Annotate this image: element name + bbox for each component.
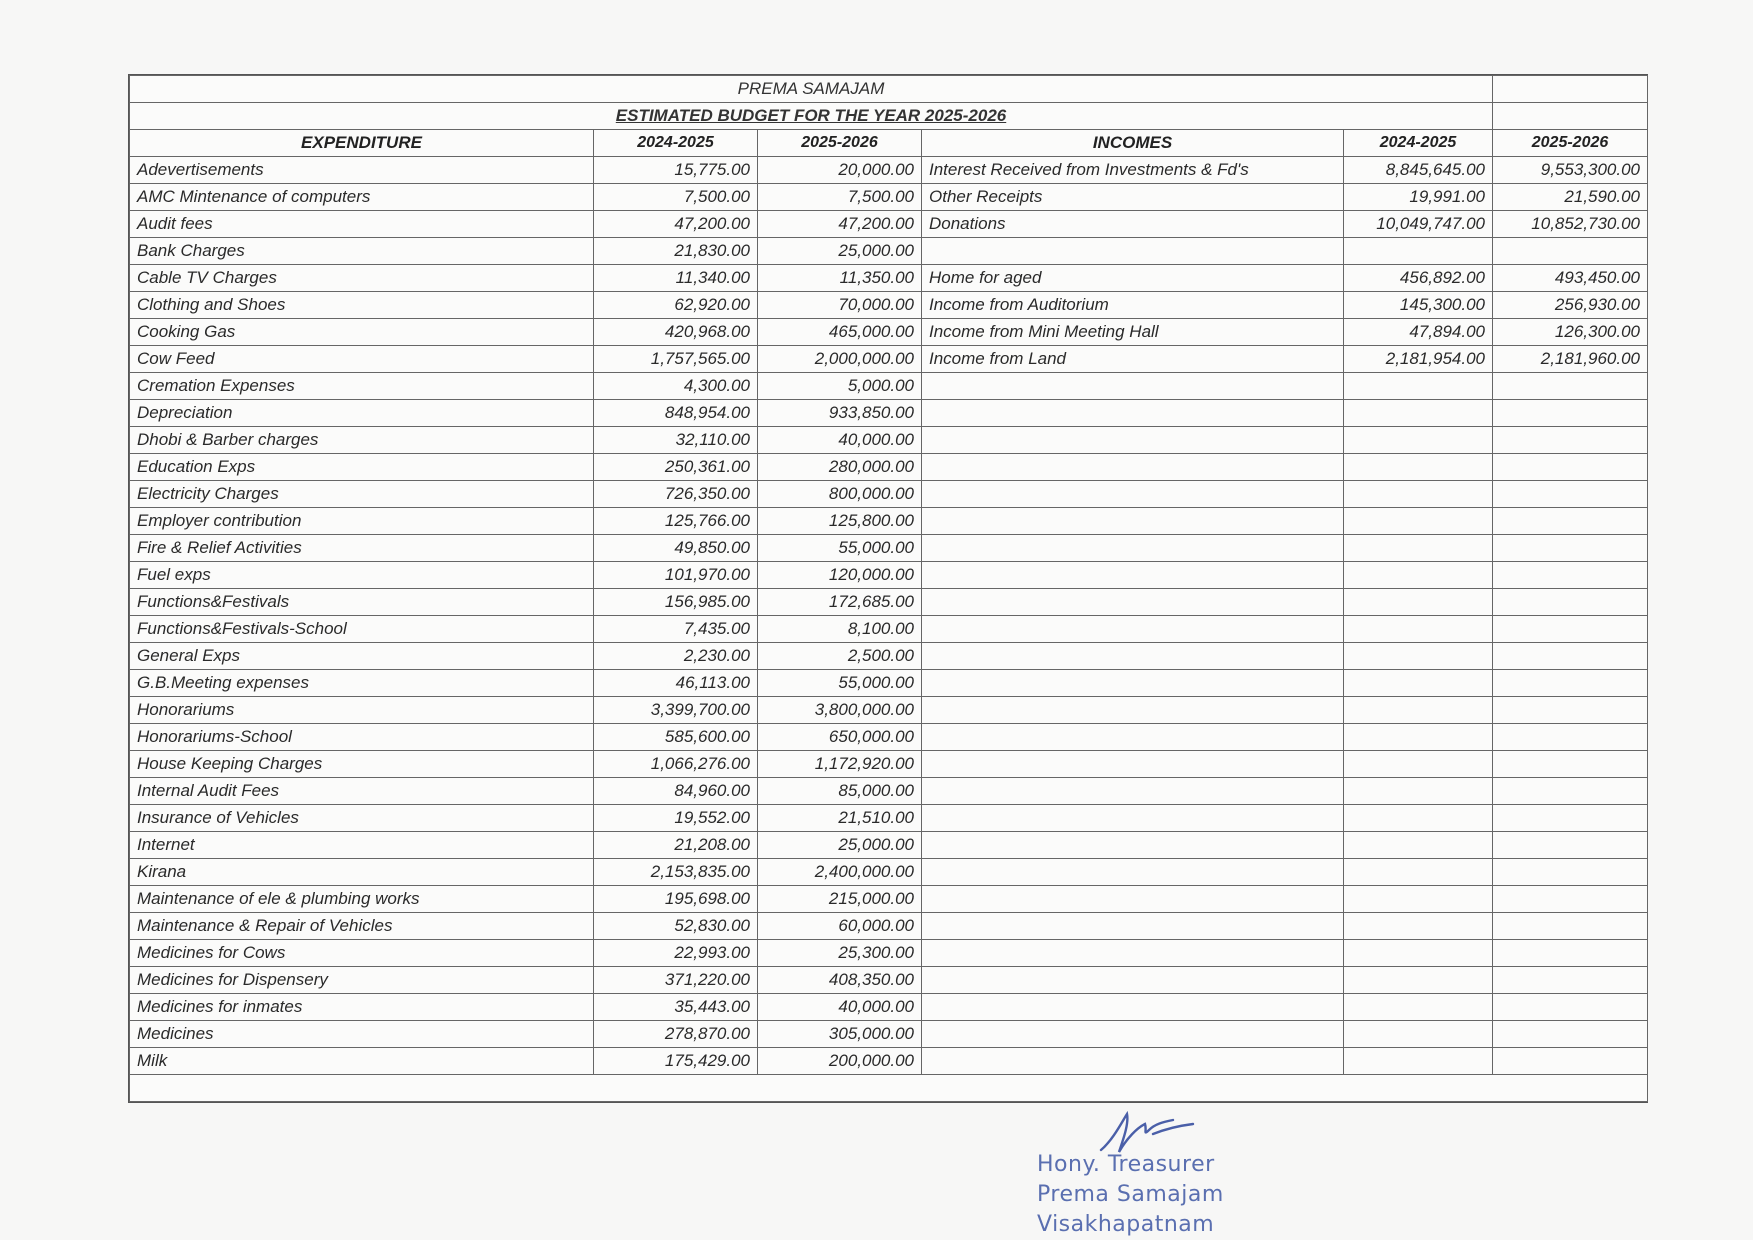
income-2024-2025-cell [1344,481,1493,508]
expenditure-2024-2025-cell: 278,870.00 [594,1021,758,1048]
table-empty-cell [130,1075,1648,1102]
expenditure-2024-2025-cell: 19,552.00 [594,805,758,832]
signature-line-city: Visakhapatnam [1037,1212,1215,1237]
header-expenditure: EXPENDITURE [130,130,594,157]
income-name-cell: Donations [922,211,1344,238]
table-row [130,670,1648,697]
income-2024-2025-cell [1344,751,1493,778]
income-2024-2025-cell [1344,589,1493,616]
expenditure-2025-2026-cell: 650,000.00 [758,724,922,751]
expenditure-2025-2026-cell: 40,000.00 [758,427,922,454]
expenditure-2024-2025-cell: 848,954.00 [594,400,758,427]
table-row [130,238,1648,265]
signature-text [1037,1150,1224,1240]
table-row [130,184,1648,211]
income-2024-2025-cell [1344,913,1493,940]
expenditure-name-cell: Employer contribution [130,508,594,535]
expenditure-name-cell: Milk [130,1048,594,1075]
expenditure-2024-2025-cell: 49,850.00 [594,535,758,562]
income-name-cell [922,913,1344,940]
income-name-cell [922,238,1344,265]
expenditure-name-cell: Maintenance of ele & plumbing works [130,886,594,913]
income-name-cell: Interest Received from Investments & Fd's [922,157,1344,184]
income-2025-2026-cell: 256,930.00 [1493,292,1648,319]
income-2024-2025-cell [1344,535,1493,562]
income-2025-2026-cell [1493,1021,1648,1048]
subtitle-row [130,103,1648,130]
expenditure-2024-2025-cell: 32,110.00 [594,427,758,454]
expenditure-name-cell: Honorariums-School [130,724,594,751]
table-row [130,1021,1648,1048]
table-row [130,967,1648,994]
expenditure-name-cell: Medicines [130,1021,594,1048]
expenditure-name-cell: Adevertisements [130,157,594,184]
income-2024-2025-cell [1344,724,1493,751]
expenditure-2024-2025-cell: 7,435.00 [594,616,758,643]
header-incomes: INCOMES [922,130,1344,157]
expenditure-2024-2025-cell: 125,766.00 [594,508,758,535]
table-row [130,643,1648,670]
expenditure-2025-2026-cell: 172,685.00 [758,589,922,616]
income-name-cell [922,940,1344,967]
income-2025-2026-cell [1493,994,1648,1021]
treasurer-signature-stamp [1035,1108,1235,1238]
income-name-cell [922,454,1344,481]
expenditure-name-cell: Internal Audit Fees [130,778,594,805]
expenditure-2024-2025-cell: 250,361.00 [594,454,758,481]
income-name-cell [922,589,1344,616]
income-2025-2026-cell [1493,508,1648,535]
expenditure-2024-2025-cell: 2,230.00 [594,643,758,670]
income-2024-2025-cell [1344,805,1493,832]
income-name-cell: Income from Mini Meeting Hall [922,319,1344,346]
expenditure-2025-2026-cell: 7,500.00 [758,184,922,211]
income-name-cell [922,751,1344,778]
page-subtitle: ESTIMATED BUDGET FOR THE YEAR 2025-2026 [130,103,1493,130]
table-row [130,373,1648,400]
income-2025-2026-cell [1493,859,1648,886]
income-name-cell [922,994,1344,1021]
expenditure-2025-2026-cell: 21,510.00 [758,805,922,832]
expenditure-2024-2025-cell: 15,775.00 [594,157,758,184]
income-2025-2026-cell [1493,670,1648,697]
expenditure-2025-2026-cell: 280,000.00 [758,454,922,481]
expenditure-2025-2026-cell: 25,000.00 [758,832,922,859]
expenditure-name-cell: Cremation Expenses [130,373,594,400]
expenditure-2025-2026-cell: 215,000.00 [758,886,922,913]
expenditure-name-cell: Internet [130,832,594,859]
income-name-cell: Income from Auditorium [922,292,1344,319]
signature-line-org: Prema Samajam [1037,1182,1224,1207]
income-2025-2026-cell [1493,697,1648,724]
expenditure-name-cell: Dhobi & Barber charges [130,427,594,454]
expenditure-name-cell: Fuel exps [130,562,594,589]
income-2024-2025-cell [1344,994,1493,1021]
expenditure-2025-2026-cell: 2,000,000.00 [758,346,922,373]
expenditure-2025-2026-cell: 55,000.00 [758,535,922,562]
income-2024-2025-cell [1344,1021,1493,1048]
subtitle-blank-cell [1493,103,1648,130]
table-row [130,805,1648,832]
expenditure-name-cell: General Exps [130,643,594,670]
expenditure-name-cell: G.B.Meeting expenses [130,670,594,697]
income-2025-2026-cell [1493,427,1648,454]
expenditure-name-cell: Medicines for inmates [130,994,594,1021]
income-2025-2026-cell [1493,535,1648,562]
header-inc-2025-2026: 2025-2026 [1493,130,1648,157]
income-name-cell [922,508,1344,535]
income-2025-2026-cell [1493,562,1648,589]
expenditure-name-cell: Insurance of Vehicles [130,805,594,832]
expenditure-2024-2025-cell: 46,113.00 [594,670,758,697]
expenditure-name-cell: Cooking Gas [130,319,594,346]
expenditure-2025-2026-cell: 800,000.00 [758,481,922,508]
expenditure-2025-2026-cell: 305,000.00 [758,1021,922,1048]
income-name-cell [922,535,1344,562]
expenditure-name-cell: Functions&Festivals-School [130,616,594,643]
income-2025-2026-cell [1493,1048,1648,1075]
income-2024-2025-cell [1344,562,1493,589]
income-name-cell [922,1021,1344,1048]
table-row [130,535,1648,562]
income-2025-2026-cell [1493,967,1648,994]
expenditure-name-cell: Medicines for Dispensery [130,967,594,994]
income-2025-2026-cell [1493,373,1648,400]
expenditure-2025-2026-cell: 2,400,000.00 [758,859,922,886]
income-2024-2025-cell: 145,300.00 [1344,292,1493,319]
budget-sheet [128,74,1648,1103]
budget-table [129,75,1648,1102]
expenditure-name-cell: Functions&Festivals [130,589,594,616]
income-2024-2025-cell [1344,886,1493,913]
expenditure-2025-2026-cell: 85,000.00 [758,778,922,805]
expenditure-name-cell: Maintenance & Repair of Vehicles [130,913,594,940]
income-2024-2025-cell: 47,894.00 [1344,319,1493,346]
income-2025-2026-cell: 2,181,960.00 [1493,346,1648,373]
income-2025-2026-cell [1493,724,1648,751]
page-title: PREMA SAMAJAM [130,76,1493,103]
income-2024-2025-cell [1344,1048,1493,1075]
income-2025-2026-cell [1493,778,1648,805]
expenditure-2025-2026-cell: 47,200.00 [758,211,922,238]
expenditure-name-cell: AMC Mintenance of computers [130,184,594,211]
expenditure-2025-2026-cell: 60,000.00 [758,913,922,940]
income-2025-2026-cell: 493,450.00 [1493,265,1648,292]
title-blank-cell [1493,76,1648,103]
header-exp-2024-2025: 2024-2025 [594,130,758,157]
table-row [130,751,1648,778]
table-row [130,913,1648,940]
expenditure-2025-2026-cell: 1,172,920.00 [758,751,922,778]
expenditure-2024-2025-cell: 47,200.00 [594,211,758,238]
table-row [130,508,1648,535]
income-2024-2025-cell: 2,181,954.00 [1344,346,1493,373]
expenditure-name-cell: House Keeping Charges [130,751,594,778]
expenditure-2024-2025-cell: 11,340.00 [594,265,758,292]
income-2024-2025-cell [1344,508,1493,535]
expenditure-name-cell: Electricity Charges [130,481,594,508]
income-2024-2025-cell [1344,616,1493,643]
expenditure-2024-2025-cell: 35,443.00 [594,994,758,1021]
income-2025-2026-cell: 21,590.00 [1493,184,1648,211]
income-2024-2025-cell: 8,845,645.00 [1344,157,1493,184]
expenditure-2024-2025-cell: 1,066,276.00 [594,751,758,778]
income-name-cell [922,400,1344,427]
expenditure-2025-2026-cell: 55,000.00 [758,670,922,697]
income-name-cell [922,643,1344,670]
income-name-cell [922,697,1344,724]
table-row [130,1048,1648,1075]
income-2024-2025-cell: 456,892.00 [1344,265,1493,292]
expenditure-2025-2026-cell: 2,500.00 [758,643,922,670]
table-row [130,697,1648,724]
signature-line-title: Hony. Treasurer [1037,1152,1215,1177]
expenditure-2024-2025-cell: 22,993.00 [594,940,758,967]
expenditure-2024-2025-cell: 2,153,835.00 [594,859,758,886]
income-2024-2025-cell [1344,940,1493,967]
table-row [130,454,1648,481]
income-name-cell: Income from Land [922,346,1344,373]
expenditure-2024-2025-cell: 21,830.00 [594,238,758,265]
income-name-cell [922,805,1344,832]
income-2024-2025-cell [1344,697,1493,724]
income-2025-2026-cell [1493,238,1648,265]
expenditure-2024-2025-cell: 156,985.00 [594,589,758,616]
expenditure-2025-2026-cell: 3,800,000.00 [758,697,922,724]
income-name-cell [922,832,1344,859]
income-name-cell [922,886,1344,913]
table-row [130,211,1648,238]
expenditure-2024-2025-cell: 84,960.00 [594,778,758,805]
expenditure-2025-2026-cell: 20,000.00 [758,157,922,184]
expenditure-name-cell: Depreciation [130,400,594,427]
expenditure-2024-2025-cell: 195,698.00 [594,886,758,913]
income-name-cell [922,562,1344,589]
expenditure-name-cell: Education Exps [130,454,594,481]
expenditure-2025-2026-cell: 200,000.00 [758,1048,922,1075]
income-2024-2025-cell [1344,427,1493,454]
income-2024-2025-cell [1344,643,1493,670]
income-2024-2025-cell [1344,778,1493,805]
expenditure-name-cell: Bank Charges [130,238,594,265]
header-exp-2025-2026: 2025-2026 [758,130,922,157]
income-2024-2025-cell [1344,859,1493,886]
income-name-cell [922,967,1344,994]
expenditure-2024-2025-cell: 175,429.00 [594,1048,758,1075]
table-empty-row [130,1075,1648,1102]
expenditure-2024-2025-cell: 7,500.00 [594,184,758,211]
title-row [130,76,1648,103]
income-name-cell: Other Receipts [922,184,1344,211]
income-2024-2025-cell [1344,832,1493,859]
table-row [130,724,1648,751]
table-row [130,562,1648,589]
expenditure-2024-2025-cell: 62,920.00 [594,292,758,319]
expenditure-2024-2025-cell: 52,830.00 [594,913,758,940]
income-name-cell [922,724,1344,751]
table-row [130,319,1648,346]
table-row [130,265,1648,292]
expenditure-2025-2026-cell: 465,000.00 [758,319,922,346]
income-2025-2026-cell [1493,751,1648,778]
expenditure-name-cell: Medicines for Cows [130,940,594,967]
income-name-cell [922,616,1344,643]
income-2025-2026-cell: 126,300.00 [1493,319,1648,346]
table-row [130,778,1648,805]
table-row [130,481,1648,508]
expenditure-name-cell: Honorariums [130,697,594,724]
expenditure-2024-2025-cell: 3,399,700.00 [594,697,758,724]
income-name-cell [922,427,1344,454]
income-name-cell [922,859,1344,886]
expenditure-name-cell: Kirana [130,859,594,886]
table-row [130,994,1648,1021]
expenditure-2025-2026-cell: 8,100.00 [758,616,922,643]
expenditure-2025-2026-cell: 11,350.00 [758,265,922,292]
table-row [130,886,1648,913]
expenditure-name-cell: Audit fees [130,211,594,238]
table-row [130,427,1648,454]
header-row [130,130,1648,157]
income-name-cell [922,373,1344,400]
income-2025-2026-cell: 10,852,730.00 [1493,211,1648,238]
income-2024-2025-cell [1344,238,1493,265]
income-2025-2026-cell: 9,553,300.00 [1493,157,1648,184]
table-row [130,616,1648,643]
income-2024-2025-cell [1344,373,1493,400]
expenditure-2024-2025-cell: 101,970.00 [594,562,758,589]
income-name-cell [922,1048,1344,1075]
expenditure-2025-2026-cell: 25,300.00 [758,940,922,967]
income-2025-2026-cell [1493,400,1648,427]
income-name-cell [922,670,1344,697]
income-2025-2026-cell [1493,643,1648,670]
income-2025-2026-cell [1493,481,1648,508]
income-2024-2025-cell: 19,991.00 [1344,184,1493,211]
expenditure-2025-2026-cell: 933,850.00 [758,400,922,427]
income-2025-2026-cell [1493,589,1648,616]
table-row [130,292,1648,319]
income-2024-2025-cell [1344,400,1493,427]
income-2025-2026-cell [1493,454,1648,481]
table-row [130,859,1648,886]
expenditure-2025-2026-cell: 40,000.00 [758,994,922,1021]
expenditure-2025-2026-cell: 5,000.00 [758,373,922,400]
income-2025-2026-cell [1493,832,1648,859]
income-2024-2025-cell [1344,670,1493,697]
expenditure-2024-2025-cell: 726,350.00 [594,481,758,508]
table-row [130,940,1648,967]
expenditure-name-cell: Cow Feed [130,346,594,373]
expenditure-2025-2026-cell: 70,000.00 [758,292,922,319]
expenditure-2025-2026-cell: 120,000.00 [758,562,922,589]
income-2025-2026-cell [1493,805,1648,832]
table-row [130,400,1648,427]
income-2025-2026-cell [1493,913,1648,940]
header-inc-2024-2025: 2024-2025 [1344,130,1493,157]
expenditure-2025-2026-cell: 25,000.00 [758,238,922,265]
table-row [130,346,1648,373]
income-name-cell [922,778,1344,805]
income-2024-2025-cell [1344,454,1493,481]
expenditure-2025-2026-cell: 408,350.00 [758,967,922,994]
expenditure-2024-2025-cell: 585,600.00 [594,724,758,751]
income-2025-2026-cell [1493,886,1648,913]
income-2024-2025-cell [1344,967,1493,994]
income-name-cell: Home for aged [922,265,1344,292]
table-row [130,157,1648,184]
expenditure-2024-2025-cell: 371,220.00 [594,967,758,994]
expenditure-name-cell: Clothing and Shoes [130,292,594,319]
expenditure-name-cell: Fire & Relief Activities [130,535,594,562]
income-2024-2025-cell: 10,049,747.00 [1344,211,1493,238]
expenditure-name-cell: Cable TV Charges [130,265,594,292]
table-row [130,589,1648,616]
income-2025-2026-cell [1493,940,1648,967]
expenditure-2025-2026-cell: 125,800.00 [758,508,922,535]
expenditure-2024-2025-cell: 420,968.00 [594,319,758,346]
income-2025-2026-cell [1493,616,1648,643]
expenditure-2024-2025-cell: 1,757,565.00 [594,346,758,373]
income-name-cell [922,481,1344,508]
table-row [130,832,1648,859]
expenditure-2024-2025-cell: 4,300.00 [594,373,758,400]
expenditure-2024-2025-cell: 21,208.00 [594,832,758,859]
